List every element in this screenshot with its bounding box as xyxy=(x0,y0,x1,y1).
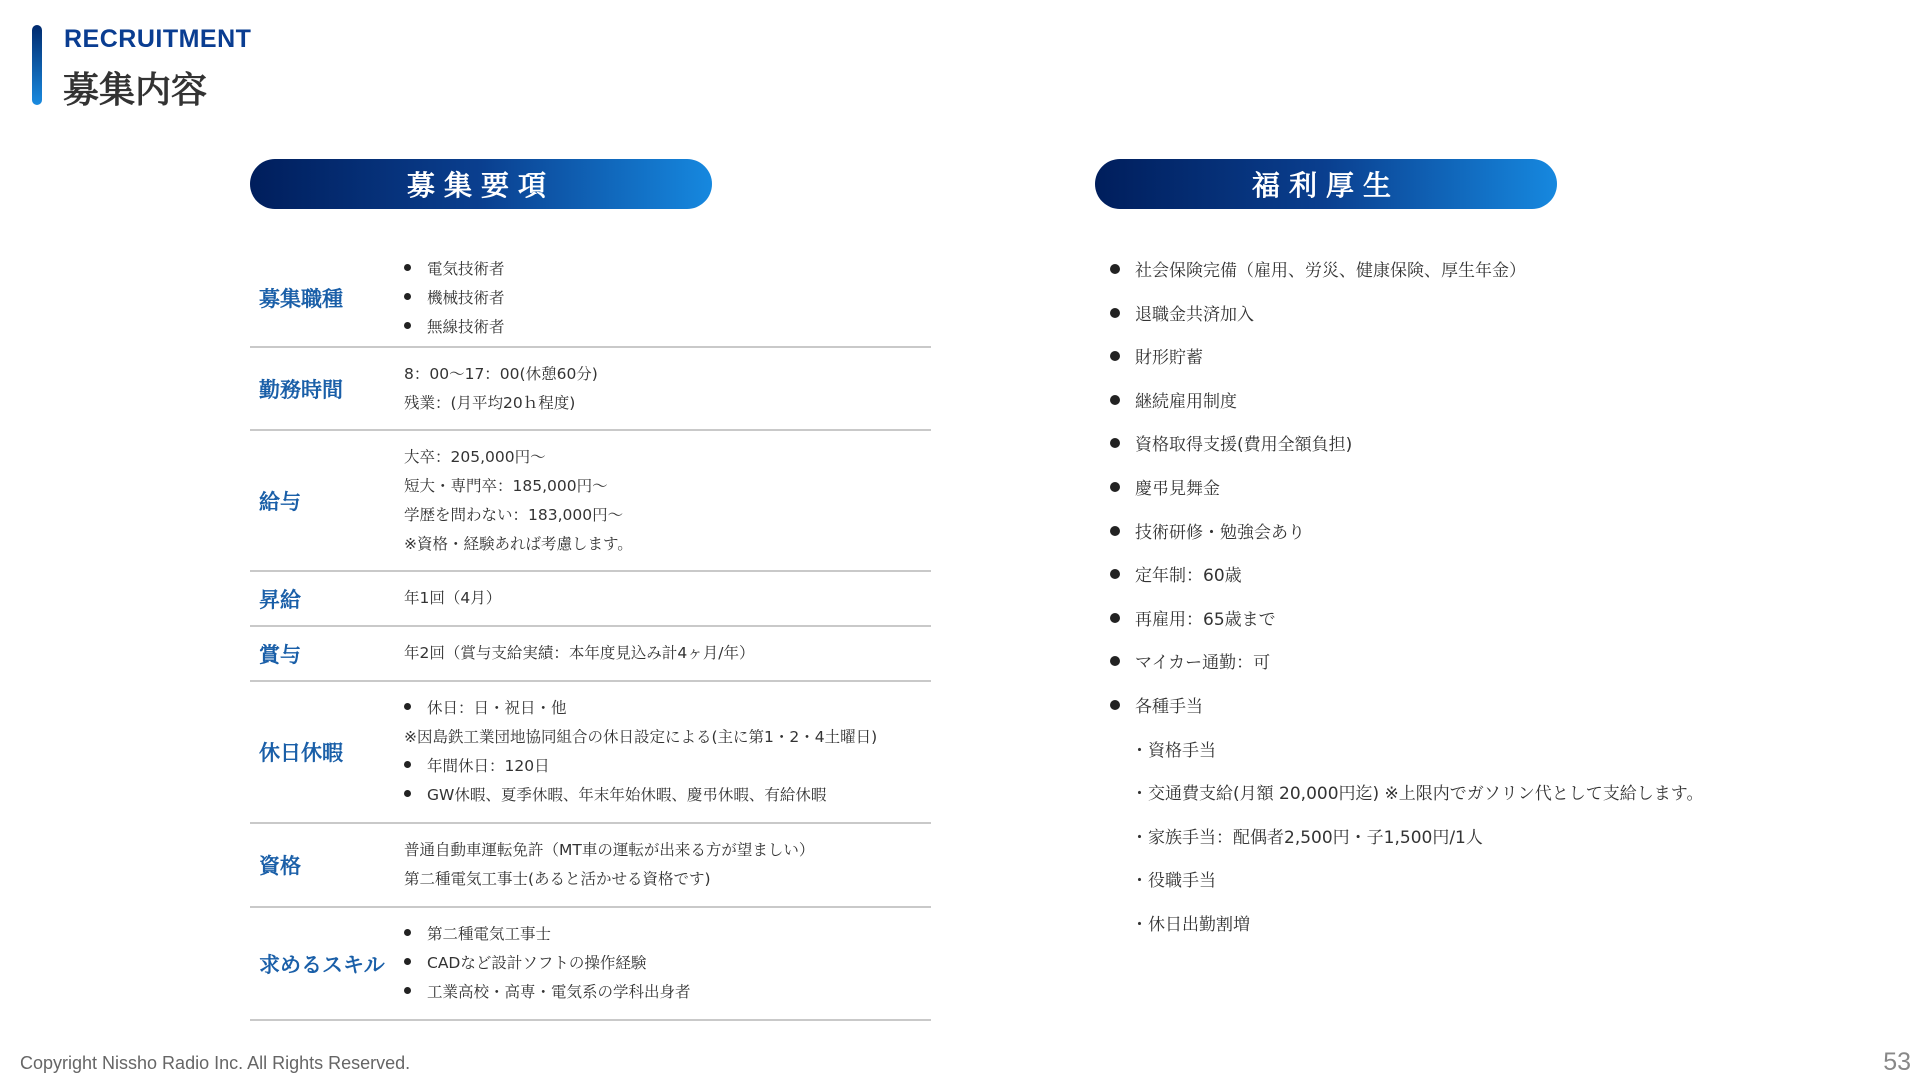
requirement-content xyxy=(404,584,931,613)
bullet-icon xyxy=(404,958,411,965)
requirement-label: 給与 xyxy=(259,489,301,514)
section-eyebrow: RECRUITMENT xyxy=(64,25,252,53)
requirement-label: 募集職種 xyxy=(259,287,343,311)
requirement-line: 年間休日：120日 xyxy=(404,752,931,781)
requirement-content xyxy=(404,443,931,559)
requirement-row-raise xyxy=(250,572,931,627)
requirement-line: 学歴を問わない：183,000円～ xyxy=(404,505,624,524)
page-title: 募集内容 xyxy=(63,70,208,111)
benefits-list xyxy=(1110,250,1703,948)
requirement-label: 休日休暇 xyxy=(259,741,343,765)
benefit-item: 継続雇用制度 xyxy=(1110,381,1703,425)
benefit-subitem: ・休日出勤割増 xyxy=(1131,914,1250,935)
requirement-label: 求めるスキル xyxy=(259,952,385,977)
requirements-heading: 募集要項 xyxy=(250,159,712,209)
bullet-icon xyxy=(1110,700,1120,710)
benefit-item: 社会保険完備（雇用、労災、健康保険、厚生年金） xyxy=(1110,250,1703,294)
page-number: 53 xyxy=(1883,1048,1911,1076)
requirement-line: 年2回（賞与支給実績：本年度見込み計4ヶ月/年） xyxy=(404,644,755,662)
benefit-item: 退職金共済加入 xyxy=(1110,294,1703,338)
benefit-subitem: ・役職手当 xyxy=(1131,871,1216,892)
requirement-line: CADなど設計ソフトの操作経験 xyxy=(404,949,931,978)
requirement-row-work-hours xyxy=(250,348,931,431)
bullet-icon xyxy=(1110,526,1120,536)
requirement-line: 年1回（4月） xyxy=(404,589,502,607)
bullet-icon xyxy=(404,293,411,300)
bullet-icon xyxy=(1110,395,1120,405)
requirement-line: 休日：日・祝日・他 xyxy=(404,694,931,723)
requirement-content xyxy=(404,639,931,668)
requirement-line: 第二種電気工事士(あると活かせる資格です) xyxy=(404,870,711,888)
requirement-content xyxy=(404,360,931,418)
requirement-row-job-type xyxy=(250,250,931,348)
benefit-item: 慶弔見舞金 xyxy=(1110,468,1703,512)
requirement-label: 賞与 xyxy=(259,642,301,667)
benefit-item: 財形貯蓄 xyxy=(1110,337,1703,381)
bullet-icon xyxy=(404,703,411,710)
requirement-content xyxy=(404,694,931,810)
requirement-line: 機械技術者 xyxy=(404,284,931,313)
requirement-row-qualifications xyxy=(250,824,931,908)
requirements-table xyxy=(250,250,931,1021)
requirement-line: 大卒：205,000円～ xyxy=(404,447,546,466)
bullet-icon xyxy=(404,790,411,797)
requirement-line: ※資格・経験あれば考慮します。 xyxy=(404,534,633,553)
bullet-icon xyxy=(1110,351,1120,361)
benefit-subitem: ・資格手当 xyxy=(1131,740,1216,761)
bullet-icon xyxy=(404,987,411,994)
requirement-row-salary xyxy=(250,431,931,572)
copyright-text: Copyright Nissho Radio Inc. All Rights Reserved. xyxy=(20,1053,411,1073)
bullet-icon xyxy=(1110,438,1120,448)
requirement-line: 普通自動車運転免許（MT車の運転が出来る方が望ましい） xyxy=(404,841,815,859)
bullet-icon xyxy=(404,761,411,768)
requirement-line: 電気技術者 xyxy=(404,255,931,284)
bullet-icon xyxy=(1110,656,1120,666)
bullet-icon xyxy=(404,322,411,329)
benefit-item: 再雇用：65歳まで xyxy=(1110,599,1703,643)
requirement-line: 無線技術者 xyxy=(404,313,931,342)
requirement-line: 短大・専門卒：185,000円～ xyxy=(404,476,608,495)
requirement-label: 勤務時間 xyxy=(259,377,343,402)
bullet-icon xyxy=(1110,308,1120,318)
benefit-item: 技術研修・勉強会あり xyxy=(1110,512,1703,556)
requirement-line: GW休暇、夏季休暇、年末年始休暇、慶弔休暇、有給休暇 xyxy=(404,781,931,810)
requirement-line: 工業高校・高専・電気系の学科出身者 xyxy=(404,978,931,1007)
benefit-subitem: ・家族手当：配偶者2,500円・子1,500円/1人 xyxy=(1131,827,1483,848)
benefits-heading: 福利厚生 xyxy=(1095,159,1557,209)
bullet-icon xyxy=(404,929,411,936)
requirement-line: 残業：(月平均20ｈ程度) xyxy=(404,393,576,412)
benefit-item: 定年制：60歳 xyxy=(1110,555,1703,599)
requirement-label: 昇給 xyxy=(259,587,301,612)
requirement-row-bonus xyxy=(250,627,931,682)
requirement-content xyxy=(404,836,931,894)
requirement-line: 第二種電気工事士 xyxy=(404,920,931,949)
bullet-icon xyxy=(1110,482,1120,492)
requirement-line: 8：00～17：00(休憩60分) xyxy=(404,364,598,383)
benefit-subitem: ・交通費支給(月額 20,000円迄) ※上限内でガソリン代として支給します。 xyxy=(1131,784,1704,805)
title-accent-bar xyxy=(32,25,42,105)
requirement-content xyxy=(404,920,931,1007)
bullet-icon xyxy=(404,264,411,271)
requirement-row-skills xyxy=(250,908,931,1021)
requirement-label: 資格 xyxy=(259,854,301,878)
requirement-line: ※因島鉄工業団地協同組合の休日設定による(主に第1・2・4土曜日) xyxy=(404,728,878,746)
bullet-icon xyxy=(1110,264,1120,274)
bullet-icon xyxy=(1110,569,1120,579)
benefit-item: 各種手当 xyxy=(1110,686,1703,730)
requirement-content xyxy=(404,255,931,342)
benefit-item: マイカー通勤：可 xyxy=(1110,642,1703,686)
requirement-row-holidays xyxy=(250,682,931,824)
benefit-item: 資格取得支援(費用全額負担) xyxy=(1110,424,1703,468)
bullet-icon xyxy=(1110,613,1120,623)
